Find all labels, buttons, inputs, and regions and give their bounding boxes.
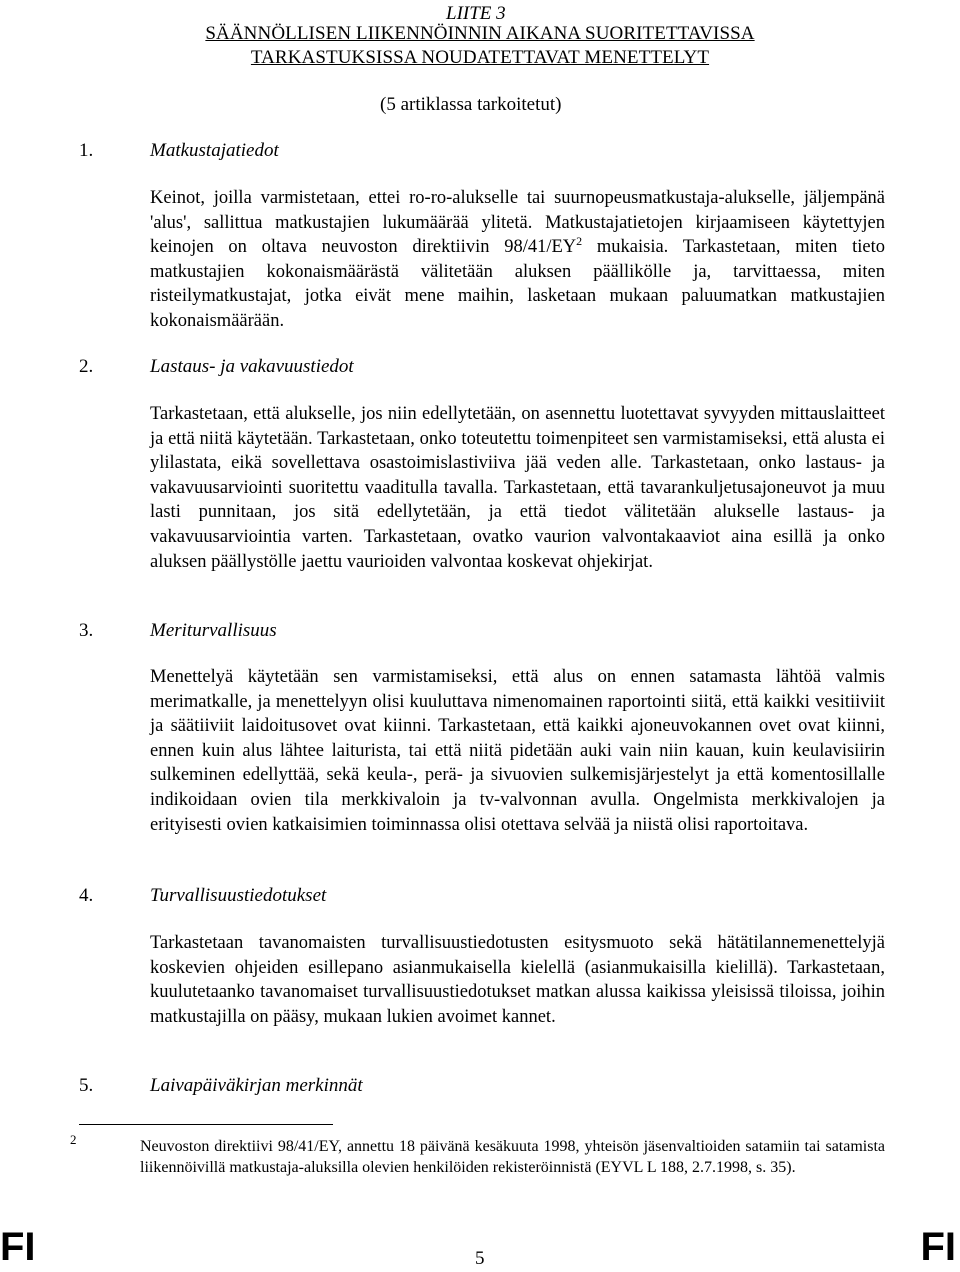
section-4-number: 4. xyxy=(79,885,94,906)
page-number: 5 xyxy=(475,1248,485,1269)
section-1-text-a: Keinot, joilla varmistetaan, ettei ro-ro-alukselle tai suurnopeusmatkustaja-alukselle, jäljempänä 'alus', sallittua matkustajien lukumäärää ylitetä. Matkustajatietojen kirjaamiseen käytettyjen keinojen on oltava neuvoston direktiivin 98/41/EY xyxy=(150,188,885,258)
section-2-number: 2. xyxy=(79,356,94,377)
section-3-heading: Meriturvallisuus xyxy=(150,620,277,641)
section-4-paragraph: Tarkastetaan tavanomaisten turvallisuustiedotusten esitysmuoto sekä hätätilannemenettelyjä koskevien ohjeiden esillepano asianmukaisella kielellä (asianmukaisilla kielillä). Tarkastetaan, kuulutetaanko tavanomaiset turvallisuustiedotukset matkan alussa kaikissa yleisissä tiloissa, joihin matkustajilla on pääsy, mukaan lukien avoimet kannet. xyxy=(150,933,885,1027)
language-code-left: FI xyxy=(0,1225,36,1269)
section-1-number: 1. xyxy=(79,140,94,161)
section-2-paragraph: Tarkastetaan, että alukselle, jos niin edellytetään, on asennettu luotettavat syvyyden mittauslaitteet ja että niitä käytetään. Tarkastetaan, onko toteutettu toimenpiteet sen varmistamiseksi, että alusta ei ylilastata, eikä sovellettava osastoimislastiviiva jää veden alle. Tarkastetaan, onko lastaus- ja vakavuusarviointi suoritettu vaaditulla tavalla. Tarkastetaan, että tavarankuljetusajoneuvot ja muu lasti punnitaan, jos sitä edellytetään, ja että tiedot välitetään alukselle lastaus- ja vakavuusarviointia varten. Tarkastetaan, ovatko vaurion valvontakaaviot aina esillä ja onko aluksen päällystölle jaettu vaurioiden valvontaa koskevat ohjekirjat. xyxy=(150,404,885,572)
footnote-text: Neuvoston direktiivi 98/41/EY, annettu 18 päivänä kesäkuuta 1998, yhteisön jäsenvaltioiden satamiin tai satamista liikennöivillä matkustaja-aluksilla olevien henkilöiden rekisteröinnistä (EYVL L 188, 2.7.1998, s. 35). xyxy=(140,1138,885,1176)
document-title-line-1: SÄÄNNÖLLISEN LIIKENNÖINNIN AIKANA SUORITETTAVISSA xyxy=(205,23,755,44)
footnote-reference: 2 xyxy=(576,234,583,249)
section-4-heading: Turvallisuustiedotukset xyxy=(150,885,327,906)
language-code-right: FI xyxy=(920,1225,956,1269)
document-subtitle: (5 artiklassa tarkoitetut) xyxy=(380,94,562,115)
annex-label: LIITE 3 xyxy=(446,3,506,24)
section-2-heading: Lastaus- ja vakavuustiedot xyxy=(150,356,354,377)
footnote-mark: 2 xyxy=(70,1132,77,1147)
section-3-paragraph: Menettelyä käytetään sen varmistamiseksi, että alus on ennen satamasta lähtöä valmis merimatkalle, ja menettelyyn olisi kuuluttava nimenomainen raportointi siitä, että kaikki vesitiiviit ja säätiiviit laidoitusovet ovat kiinni. Tarkastetaan, että kaikki ajoneuvokannen ovet ovat kiinni, ennen kuin alus lähtee laiturista, tai että niitä pidetään auki vain niin kauan, kuin keulavisiirin sulkeminen edellyttää, sekä keula-, perä- ja sivuovien sulkemisjärjestelyt ja että komentosillalle indikoidaan ovien tila merkkivaloin ja tv-valvonnan avulla. Ongelmista merkkivalojen ja erityisesti ovien katkaisimien toiminnassa olisi otettava selvää ja niistä olisi raportoitava. xyxy=(150,667,885,835)
section-1-heading: Matkustajatiedot xyxy=(150,140,279,161)
section-5-number: 5. xyxy=(79,1075,94,1096)
section-5-heading: Laivapäiväkirjan merkinnät xyxy=(150,1075,363,1096)
section-1-text-b: mukaisia. Tarkastetaan, miten tieto matkustajien kokonaismäärästä välitetään aluksen päällikölle ja, tarvittaessa, miten risteilymatkustajat, jotka eivät mene maihin, lasketaan mukaan paluumatkan matkustajien kokonaismäärään. xyxy=(150,237,885,331)
section-3-number: 3. xyxy=(79,620,94,641)
footnote-divider xyxy=(79,1124,333,1125)
section-1-paragraph xyxy=(150,186,885,334)
document-title-line-2: TARKASTUKSISSA NOUDATETTAVAT MENETTELYT xyxy=(250,47,710,68)
